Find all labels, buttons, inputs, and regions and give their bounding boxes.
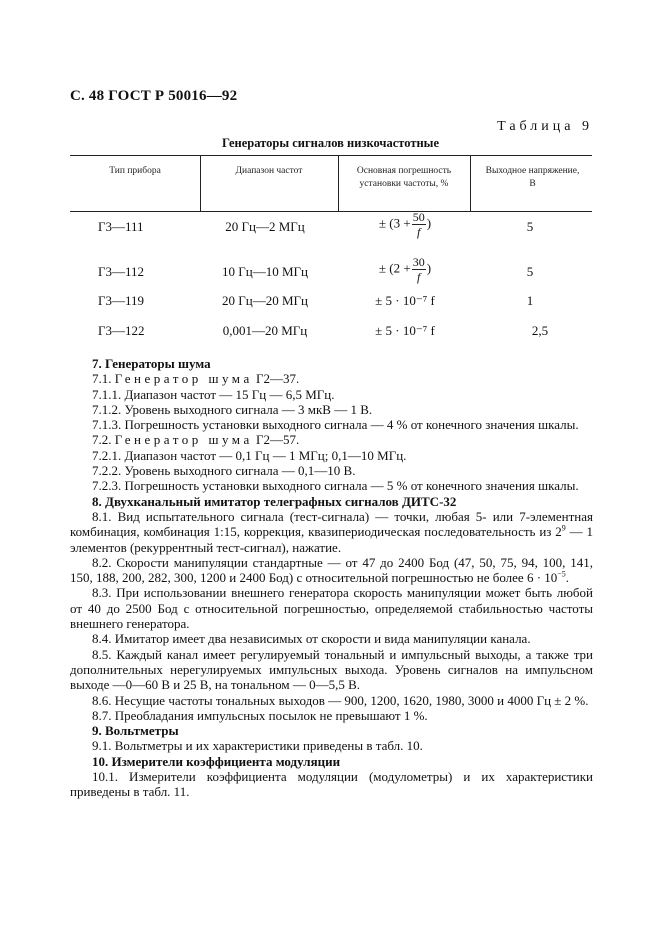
cell-range: 10 Гц—10 МГц xyxy=(221,264,308,279)
section-heading: 9. Вольтметры xyxy=(92,723,179,739)
spaced-term: Генератор шума xyxy=(114,371,253,387)
cell-error xyxy=(340,210,470,239)
error-prefix: ± (2 + xyxy=(378,260,411,276)
spaced-term: Генератор шума xyxy=(114,432,253,448)
column-header-error: Основная погрешность установки частоты, % xyxy=(356,166,452,189)
superscript: −5 xyxy=(557,569,566,579)
cell-voltage: 2,5 xyxy=(531,323,549,338)
cell-voltage: 5 xyxy=(526,264,534,279)
cell-error: ± 5 · 10⁻⁷ f xyxy=(375,323,435,338)
paragraph: 8.1. Вид испытательного сигнала (тест-сигнала) — точки, любая 5- или 7-элементная комбинация, комбинация 1:15, коррекция, квазипериодическая последовательность из $2^9$ — 1 элементов (рекуррентный тест-сигнал), нажатие. xyxy=(70,508,594,555)
column-header-voltage: Выходное напряжение, В xyxy=(485,166,580,189)
fraction-numerator: 50 xyxy=(412,210,425,224)
paragraph: 7.2.2. Уровень выходного сигнала — 0,1—10 В. xyxy=(92,463,356,479)
paragraph: 8.4. Имитатор имеет два независимых от скорости и вида манипуляции канала. xyxy=(92,631,531,647)
paragraph: 7.2.3. Погрешность установки выходного сигнала — 5 % от конечного значения шкалы. xyxy=(92,478,579,494)
paragraph: 7.1.3. Погрешность установки выходного сигнала — 4 % от конечного значения шкалы. xyxy=(92,417,579,433)
paragraph: 7.1.1. Диапазон частот — 15 Гц — 6,5 МГц. xyxy=(92,386,335,402)
paragraph: 7.2.1. Диапазон частот — 0,1 Гц — 1 МГц; 0,1—10 МГц. xyxy=(92,447,407,463)
paragraph: 8.7. Преобладания импульсных посылок не превышают 1 %. xyxy=(92,707,428,723)
table-title: Генераторы сигналов низкочастотные xyxy=(221,136,439,150)
error-fraction xyxy=(412,210,426,239)
page-header: С. 48 ГОСТ Р 50016—92 xyxy=(70,88,238,104)
cell-type: Г3—119 xyxy=(98,293,145,308)
table-top-rule xyxy=(70,155,592,156)
cell-range: 20 Гц—20 МГц xyxy=(221,293,308,308)
paragraph: 8.2. Скорости манипуляции стандартные — от 47 до 2400 Бод (47, 50, 75, 94, 100, 141, 150, 188, 200, 282, 300, 1200 и 2400 Бод) с относительной погрешностью не более $6 \cdot 10^{-5}$. xyxy=(70,554,593,586)
section-heading: 8. Двухканальный имитатор телеграфных сигналов ДИТС-32 xyxy=(92,493,457,509)
superscript: 9 xyxy=(561,523,566,533)
fraction-denominator: f xyxy=(417,225,421,239)
paragraph: 7.1. Генератор шума Г2—37. xyxy=(92,371,300,387)
error-prefix: ± (3 + xyxy=(378,215,411,231)
paragraph: 8.6. Несущие частоты тональных выходов — 900, 1200, 1620, 1980, 3000 и 4000 Гц ± 2 %. xyxy=(92,692,589,708)
section-heading: 10. Измерители коэффициента модуляции xyxy=(92,753,341,769)
paragraph: 7.1.2. Уровень выходного сигнала — 3 мкВ — 1 В. xyxy=(92,401,373,417)
cell-type: Г3—111 xyxy=(98,219,144,234)
cell-voltage: 5 xyxy=(526,219,534,234)
paragraph: 7.2. Генератор шума Г2—57. xyxy=(92,432,300,448)
column-divider xyxy=(200,155,201,211)
cell-voltage: 1 xyxy=(526,293,534,308)
cell-range: 0,001—20 МГц xyxy=(222,323,308,338)
paragraph: 10.1. Измерители коэффициента модуляции (модулометры) и их характеристики приведены в табл. 11. xyxy=(70,769,593,800)
section-heading: 7. Генераторы шума xyxy=(92,356,211,371)
table-label: Таблица 9 xyxy=(497,119,593,134)
column-header-range: Диапазон частот xyxy=(235,166,303,176)
column-divider xyxy=(338,155,339,211)
fraction-numerator: 30 xyxy=(412,255,425,269)
cell-error: ± 5 · 10⁻⁷ f xyxy=(375,293,435,308)
cell-error xyxy=(340,255,470,284)
cell-type: Г3—122 xyxy=(98,323,145,338)
error-suffix: ) xyxy=(426,260,432,276)
cell-range: 20 Гц—2 МГц xyxy=(225,219,305,234)
column-header-type: Тип прибора xyxy=(109,166,161,176)
paragraph: 9.1. Вольтметры и их характеристики приведены в табл. 10. xyxy=(92,738,423,754)
error-fraction xyxy=(412,255,426,284)
error-suffix: ) xyxy=(426,215,432,231)
paragraph: 8.3. При использовании внешнего генератора скорость манипуляции может быть любой от 40 до 2500 Бод с относительной погрешностью, определяемой стабильностью частоты внешнего генератора. xyxy=(70,585,593,632)
cell-type: Г3—112 xyxy=(98,264,145,279)
fraction-denominator: f xyxy=(417,270,421,284)
paragraph: 8.5. Каждый канал имеет регулируемый тональный и импульсный выходы, а также три дополнительных нерегулируемых импульсных выхода. Уровень сигналов на импульсном выходе —0—60 В и 25 В, на тональном — 0—5,5 В. xyxy=(70,646,593,693)
document-body xyxy=(70,356,593,800)
table-header-rule xyxy=(70,211,592,212)
column-divider xyxy=(470,155,471,211)
